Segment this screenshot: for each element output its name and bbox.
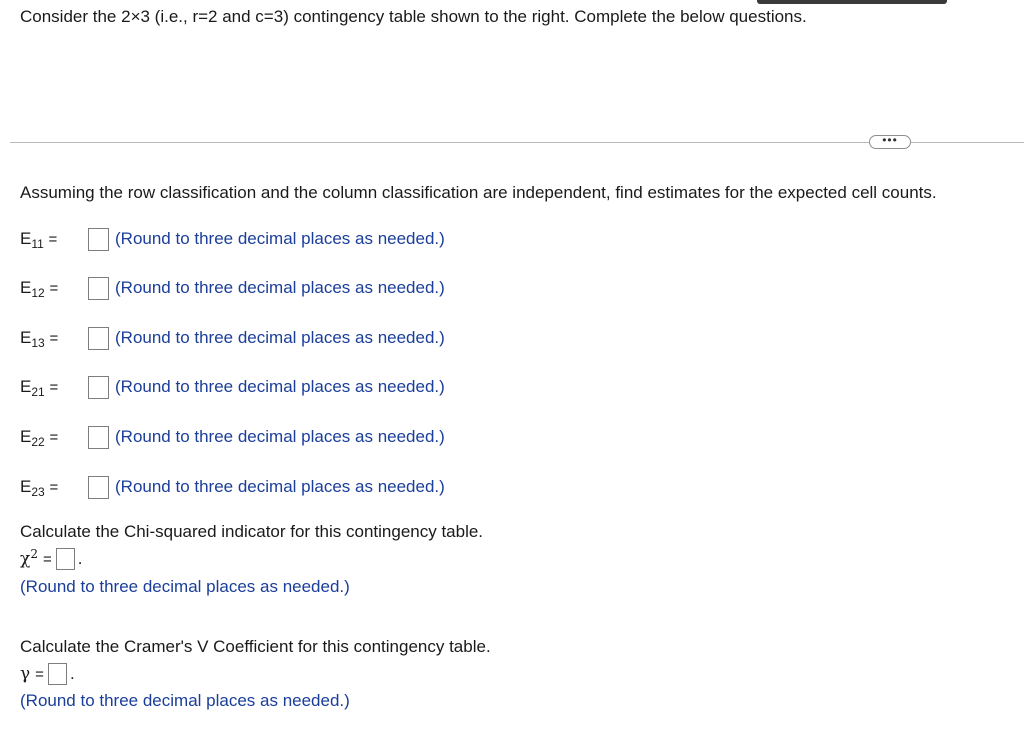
rounding-note: (Round to three decimal places as needed.) [115,377,445,396]
expected-label: $E_{11}$ = [20,229,58,251]
cramers-v-symbol: γ [20,664,31,684]
expected-label: $E_{13}$ = [20,328,59,350]
expected-label: $E_{21}$ = [20,377,59,399]
rounding-note: (Round to three decimal places as needed.) [115,328,445,347]
chi-squared-input[interactable] [56,548,75,570]
cramers-v-input[interactable] [48,663,67,685]
expected-label: $E_{12}$ = [20,278,59,300]
expected-label: $E_{23}$ = [20,477,59,499]
chi-squared-row: $\chi^2$ = . [20,547,83,569]
expected-row-e11 [20,226,445,252]
expected-row-e21 [20,374,445,400]
expected-row-e22 [20,424,445,450]
rounding-note: (Round to three decimal places as needed.) [115,278,445,297]
answer-input-e23[interactable] [88,476,109,499]
answer-input-e13[interactable] [88,327,109,350]
expected-label: $E_{22}$ = [20,427,59,449]
cramers-v-question: Calculate the Cramer's V Coefficient for this contingency table. [20,637,491,656]
answer-input-e22[interactable] [88,426,109,449]
expected-row-e13 [20,325,445,351]
answer-input-e11[interactable] [88,228,109,251]
instruction-text: Assuming the row classification and the column classification are independent, find estimates for the expected cell counts. [20,183,937,202]
intro-text: Consider the 2×3 (i.e., r=2 and c=3) contingency table shown to the right. Complete the below questions. [20,7,807,26]
rounding-note: (Round to three decimal places as needed.) [115,229,445,248]
answer-input-e12[interactable] [88,277,109,300]
cramers-v-row: γ = . [20,664,75,684]
chi-squared-question: Calculate the Chi-squared indicator for this contingency table. [20,522,484,541]
top-tab-bar [757,0,947,4]
chi-squared-symbol: $\chi^2$ [20,547,38,569]
expand-more-button[interactable]: ••• [869,135,911,149]
expected-row-e12 [20,275,445,301]
rounding-note: (Round to three decimal places as needed.) [115,477,445,496]
cramers-v-rounding-note: (Round to three decimal places as needed.) [20,691,350,710]
answer-input-e21[interactable] [88,376,109,399]
chi-squared-rounding-note: (Round to three decimal places as needed.) [20,577,350,596]
rounding-note: (Round to three decimal places as needed.) [115,427,445,446]
expected-row-e23 [20,474,445,500]
